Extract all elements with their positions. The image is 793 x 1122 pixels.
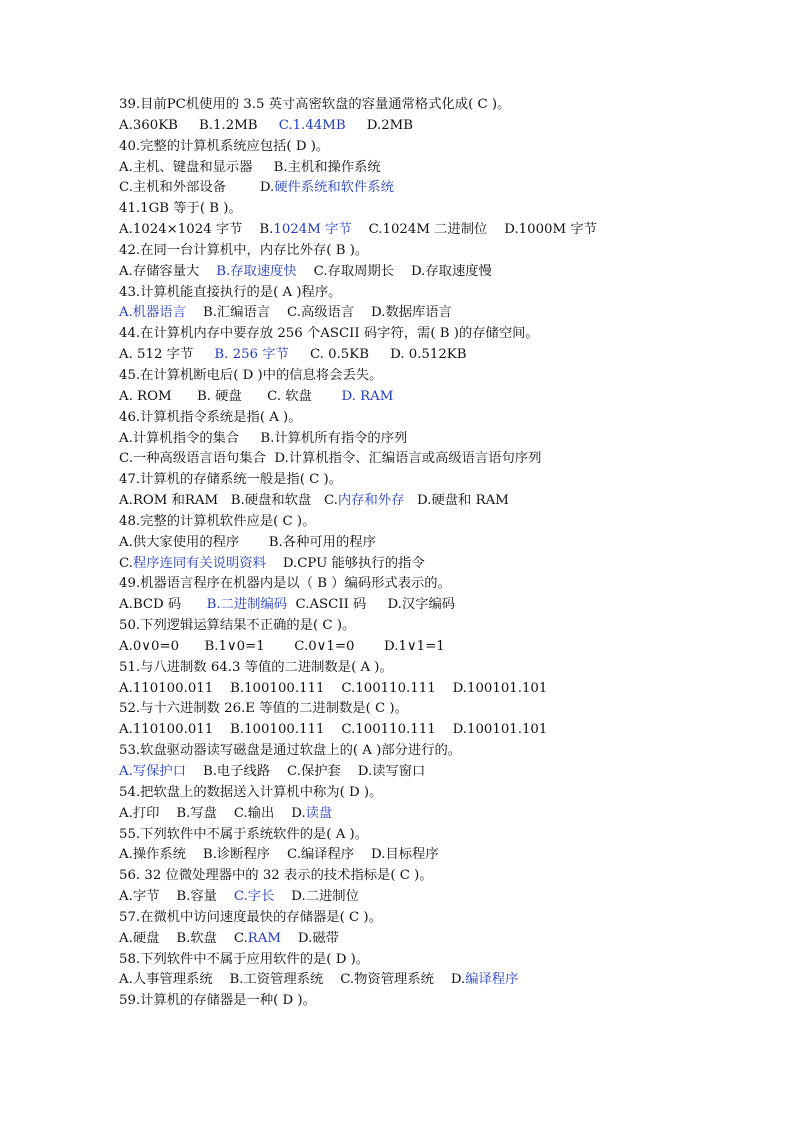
text-segment: 45.在计算机断电后( D )中的信息将会丢失。 [119, 367, 383, 383]
text-line [119, 470, 759, 491]
text-segment: A.110100.011 B.100100.111 C.100110.111 D.100101.101 [119, 722, 548, 738]
highlighted-answer: 程序连同有关说明资料 [132, 555, 266, 571]
text-line [119, 283, 759, 304]
highlighted-answer: C.字长 [233, 889, 275, 905]
text-segment: 46.计算机指令系统是指( A )。 [119, 409, 302, 425]
text-line [119, 491, 759, 512]
text-segment: D.CPU 能够执行的指令 [265, 555, 425, 571]
text-segment: C.ASCII 码 D.汉字编码 [287, 597, 456, 613]
text-line [119, 345, 759, 366]
text-segment: 48.完整的计算机软件应是( C )。 [119, 513, 316, 529]
text-segment: 39.目前PC机使用的 3.5 英寸高密软盘的容量通常格式化成( C )。 [119, 97, 511, 112]
text-line [119, 408, 759, 429]
text-line [119, 116, 759, 137]
text-segment: A.计算机指令的集合 B.计算机所有指令的序列 [119, 430, 408, 446]
text-line [119, 199, 759, 220]
text-line [119, 908, 759, 929]
text-line [119, 595, 759, 616]
text-segment: A.存储容量大 [119, 263, 217, 279]
question-list [119, 95, 759, 1012]
text-segment: A.硬盘 B.软盘 C. [119, 930, 248, 946]
text-segment: 40.完整的计算机系统应包括( D )。 [119, 138, 330, 154]
text-segment: C.主机和外部设备 D. [119, 180, 275, 196]
text-line [119, 303, 759, 324]
text-line [119, 804, 759, 825]
text-segment: C. 0.5KB D. 0.512KB [288, 347, 467, 363]
text-line [119, 866, 759, 887]
text-segment: C.一种高级语言语句集合 D.计算机指令、汇编语言或高级语言语句序列 [119, 451, 542, 467]
text-segment: A.ROM 和RAM B.硬盘和软盘 C. [119, 493, 338, 509]
text-segment: 43.计算机能直接执行的是( A )程序。 [119, 284, 342, 300]
text-line [119, 366, 759, 387]
text-segment: 53.软盘驱动器读写磁盘是通过软盘上的( A )部分进行的。 [119, 743, 462, 759]
highlighted-answer: 内存和外存 [337, 493, 405, 509]
text-segment: A.1024×1024 字节 B. [119, 222, 274, 238]
text-line [119, 658, 759, 679]
text-segment: 50.下列逻辑运算结果不正确的是( C )。 [119, 618, 356, 634]
highlighted-answer: B.二进制编码 [206, 597, 288, 613]
text-line [119, 95, 759, 116]
highlighted-answer: RAM [247, 930, 281, 946]
text-segment: 59.计算机的存储器是一种( D )。 [119, 993, 316, 1009]
highlighted-answer: 读盘 [305, 805, 333, 821]
text-segment: A.人事管理系统 B.工资管理系统 C.物资管理系统 D. [119, 972, 466, 988]
highlighted-answer: 硬件系统和软件系统 [274, 180, 394, 196]
highlighted-answer: A.写保护口 [119, 764, 187, 779]
text-line [119, 533, 759, 554]
text-segment: 49.机器语言程序在机器内是以（ B ）编码形式表示的。 [119, 576, 451, 592]
highlighted-answer: 编译程序 [465, 972, 519, 988]
text-line [119, 845, 759, 866]
text-line [119, 679, 759, 700]
text-line [119, 699, 759, 720]
text-line [119, 262, 759, 283]
text-line [119, 137, 759, 158]
text-line [119, 825, 759, 846]
text-segment: 42.在同一台计算机中，内存比外存( B )。 [119, 242, 369, 258]
text-line [119, 720, 759, 741]
text-line [119, 387, 759, 408]
text-segment: B.电子线路 C.保护套 D.读写窗口 [186, 764, 426, 779]
text-segment: A.操作系统 B.诊断程序 C.编译程序 D.目标程序 [119, 847, 439, 863]
text-segment: D.2MB [345, 117, 414, 133]
text-segment: 56. 32 位微处理器中的 32 表示的技术指标是( C )。 [119, 868, 433, 884]
text-segment: 57.在微机中访问速度最快的存储器是( C )。 [119, 909, 382, 925]
text-line [119, 950, 759, 971]
highlighted-answer: C.1.44MB [278, 117, 346, 133]
text-segment: A. ROM B. 硬盘 C. 软盘 [119, 388, 342, 404]
text-segment: 58.下列软件中不属于应用软件的是( D )。 [119, 951, 370, 967]
text-segment: 55.下列软件中不属于系统软件的是( A )。 [119, 826, 369, 842]
text-segment: D.磁带 [281, 930, 339, 946]
text-segment: A.0∨0=0 B.1∨0=1 C.0∨1=0 D.1∨1=1 [119, 638, 445, 654]
text-segment: 44.在计算机内存中要存放 256 个ASCII 码字符，需( B )的存储空间。 [119, 326, 539, 342]
text-segment: 41.1GB 等于( B )。 [119, 201, 242, 217]
highlighted-answer: A.机器语言 [119, 305, 187, 321]
text-segment: D.二进制位 [274, 889, 359, 905]
text-segment: C.1024M 二进制位 D.1000M 字节 [351, 222, 597, 238]
text-line [119, 970, 759, 991]
text-line [119, 178, 759, 199]
text-line [119, 929, 759, 950]
text-segment: A.360KB B.1.2MB [119, 117, 279, 133]
text-line [119, 554, 759, 575]
text-line [119, 574, 759, 595]
text-segment: A.供大家使用的程序 B.各种可用的程序 [119, 534, 376, 550]
text-segment: 51.与八进制数 64.3 等值的二进制数是( A )。 [119, 659, 393, 675]
highlighted-answer: 1024M 字节 [273, 222, 352, 238]
text-line [119, 220, 759, 241]
text-segment: C.存取周期长 D.存取速度慢 [296, 263, 492, 279]
text-line [119, 429, 759, 450]
text-segment: C. [119, 555, 133, 571]
text-segment: A. 512 字节 [119, 347, 215, 363]
text-segment: A.主机、键盘和显示器 B.主机和操作系统 [119, 159, 381, 175]
text-line [119, 449, 759, 470]
text-segment: 54.把软盘上的数据送入计算机中称为( D )。 [119, 784, 383, 800]
text-segment: A.BCD 码 [119, 597, 207, 613]
text-segment: A.110100.011 B.100100.111 C.100110.111 D.100101.101 [119, 680, 548, 696]
text-segment: B.汇编语言 C.高级语言 D.数据库语言 [186, 305, 452, 321]
text-line [119, 783, 759, 804]
text-segment: A.打印 B.写盘 C.输出 D. [119, 805, 306, 821]
highlighted-answer: B.存取速度快 [216, 263, 297, 279]
text-line [119, 741, 759, 762]
text-line [119, 887, 759, 908]
text-line [119, 991, 759, 1012]
text-line [119, 241, 759, 262]
text-segment: A.字节 B.容量 [119, 889, 234, 905]
text-line [119, 158, 759, 179]
text-segment: 47.计算机的存储系统一般是指( C )。 [119, 472, 343, 488]
text-line [119, 512, 759, 533]
text-line [119, 637, 759, 658]
highlighted-answer: B. 256 字节 [214, 347, 289, 363]
highlighted-answer: D. RAM [341, 388, 394, 404]
text-line [119, 762, 759, 783]
text-segment: 52.与十六进制数 26.E 等值的二进制数是( C )。 [119, 701, 408, 717]
text-segment: D.硬盘和 RAM [404, 493, 509, 509]
text-line [119, 616, 759, 637]
text-line [119, 324, 759, 345]
